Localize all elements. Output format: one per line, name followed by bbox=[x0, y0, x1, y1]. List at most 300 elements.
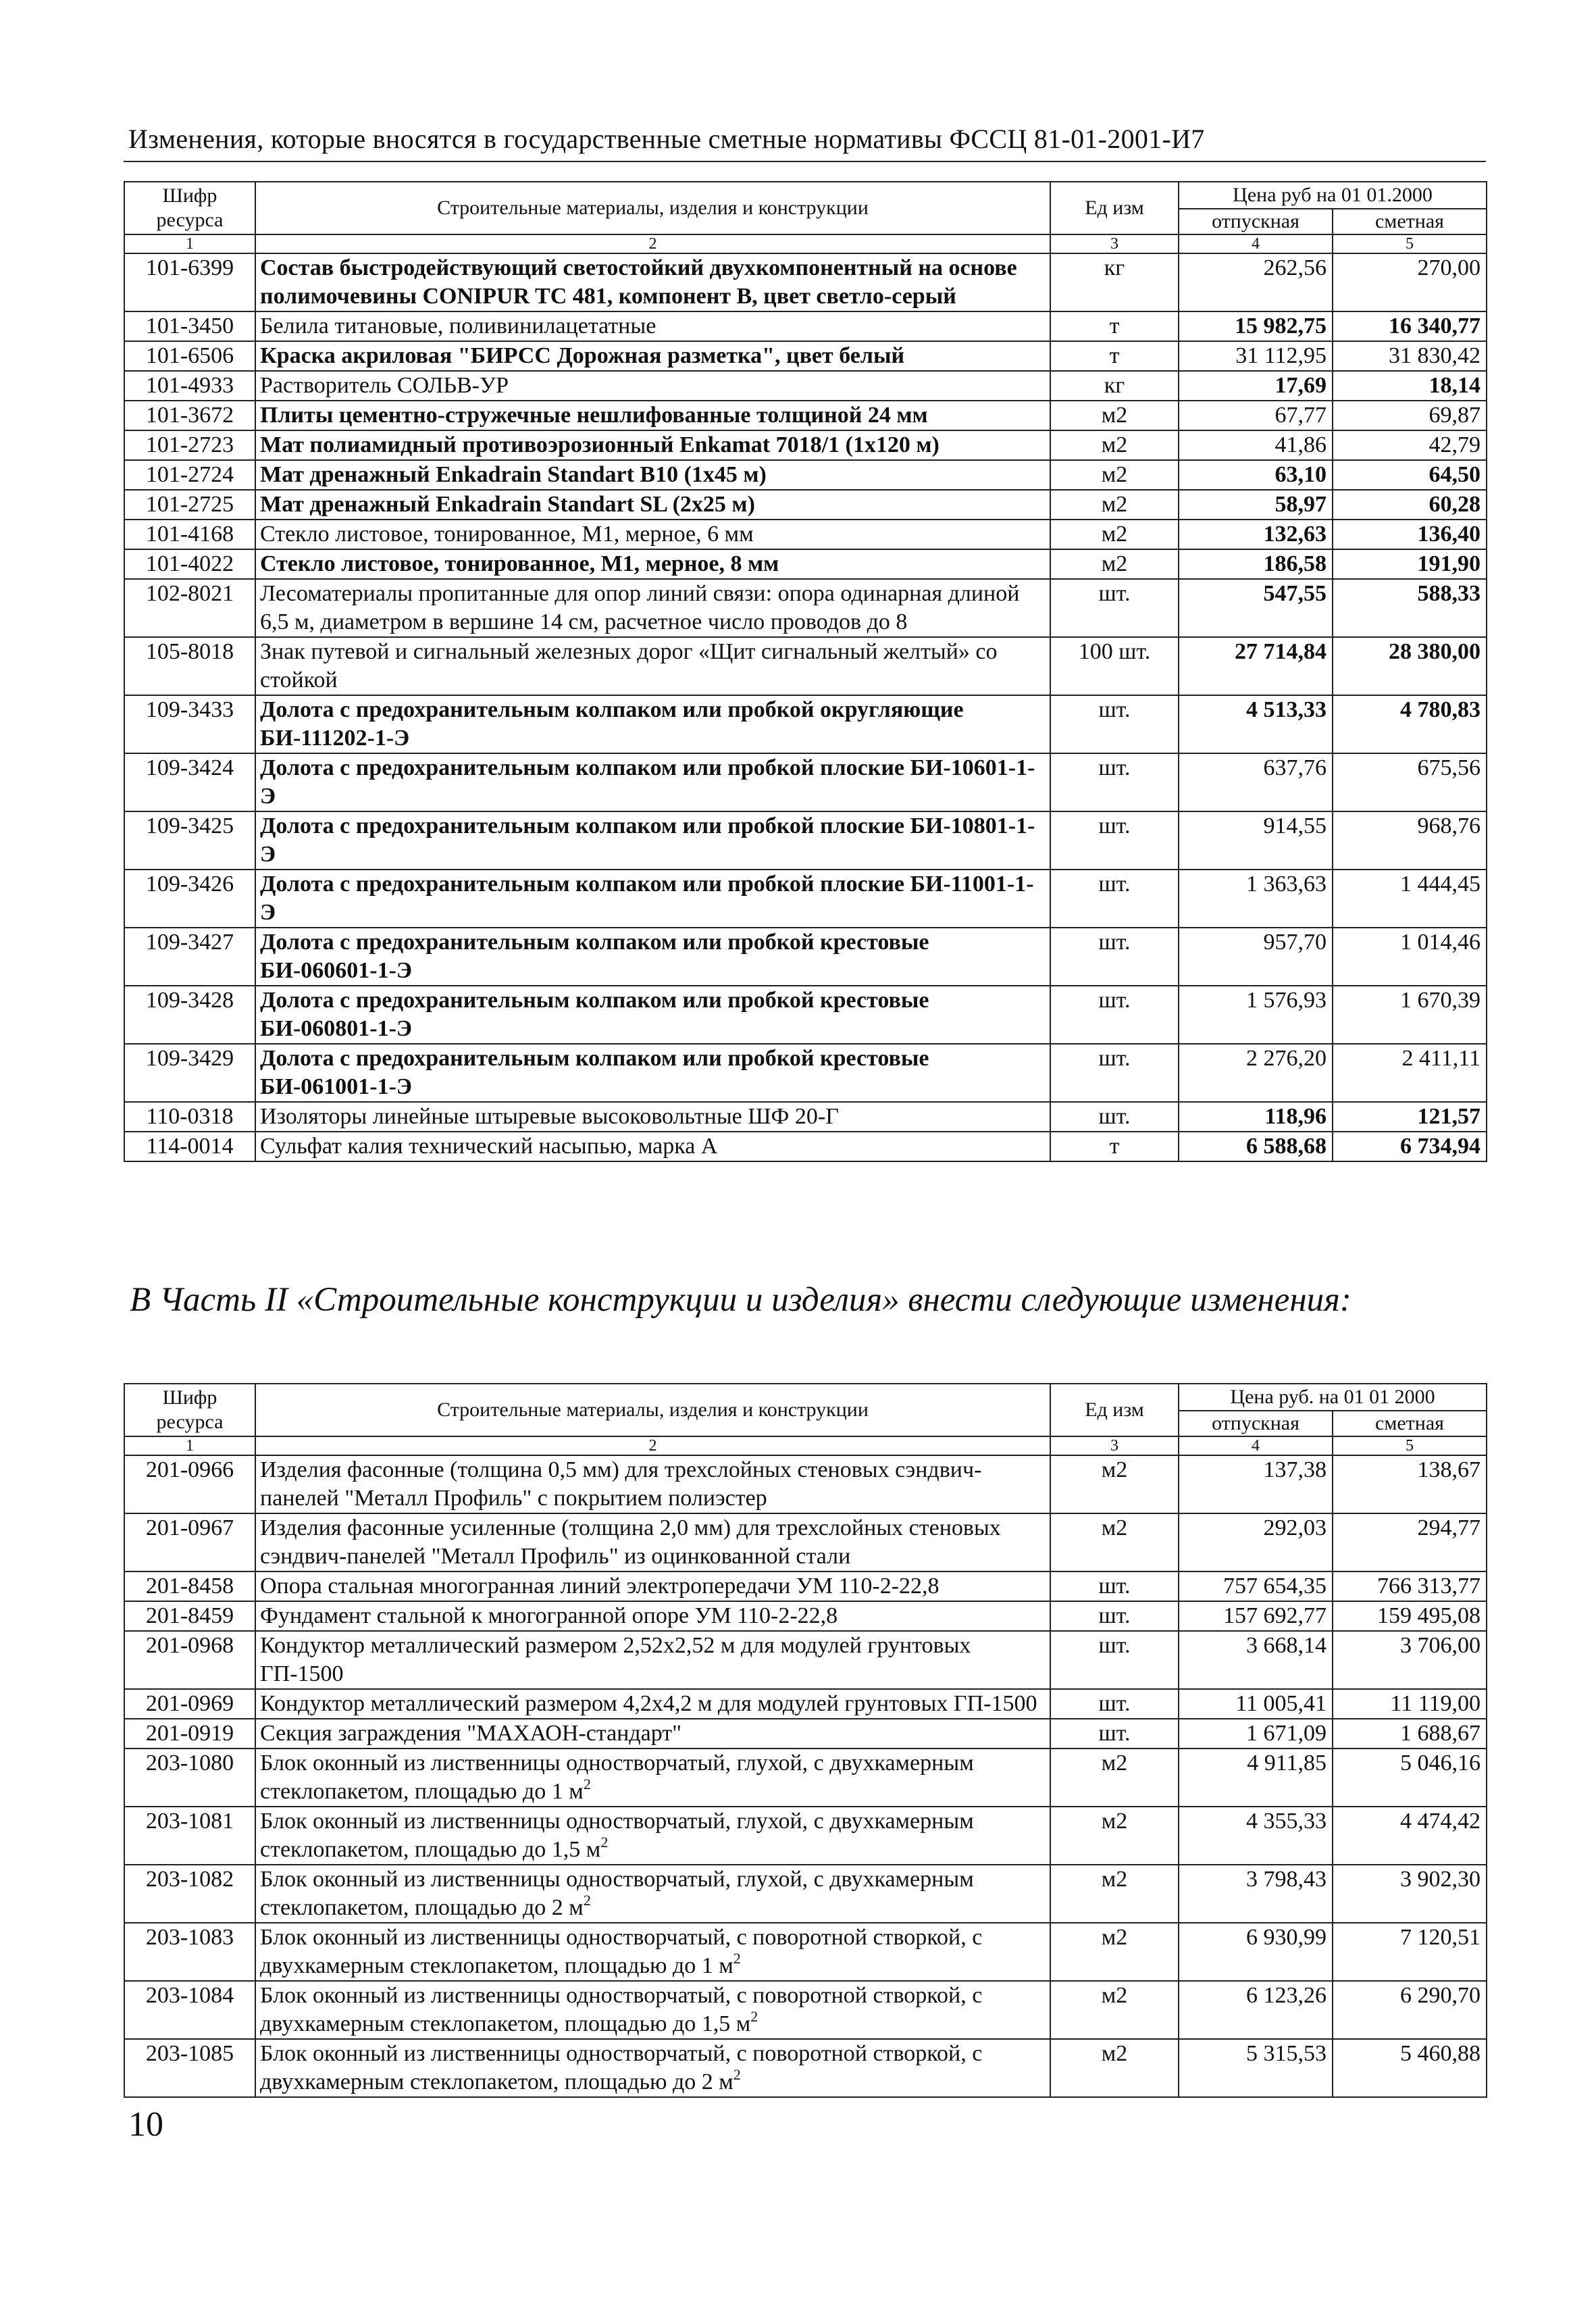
resource-name bbox=[255, 695, 1050, 753]
page-number: 10 bbox=[128, 2105, 163, 2144]
resource-name bbox=[255, 1631, 1050, 1689]
release-price-text: 757 654,35 bbox=[1223, 1574, 1327, 1599]
estimate-price bbox=[1333, 1981, 1487, 2039]
resource-name-text: Фундамент стальной к многогранной опоре УМ 110-2-22,8 bbox=[260, 1603, 838, 1628]
resource-code-text: 101-2724 bbox=[145, 462, 234, 487]
column-header-price: Цена руб. на 01 01 2000 bbox=[1179, 1384, 1487, 1411]
resource-name-text: Стекло листовое, тонированное, M1, мерное, 6 мм bbox=[260, 522, 754, 547]
table-row bbox=[124, 928, 1487, 986]
column-header-estimate-price: сметная bbox=[1333, 209, 1487, 234]
resource-code bbox=[124, 1132, 255, 1161]
estimate-price bbox=[1333, 928, 1487, 986]
resource-code bbox=[124, 1981, 255, 2039]
estimate-price bbox=[1333, 579, 1487, 637]
resource-name-text: Долота с предохранительным колпаком или пробкой округляющие БИ-111202-1-Э bbox=[260, 697, 964, 751]
table-row bbox=[124, 2039, 1487, 2097]
estimate-price-text: 136,40 bbox=[1417, 522, 1481, 547]
resource-name-text: Опора стальная многогранная линий электропередачи УМ 110-2-22,8 bbox=[260, 1574, 939, 1599]
superscript: 2 bbox=[750, 2008, 758, 2025]
release-price-text: 4 355,33 bbox=[1246, 1809, 1327, 1834]
unit-of-measure-text: шт. bbox=[1098, 1603, 1131, 1628]
column-header-price: Цена руб на 01 01.2000 bbox=[1179, 182, 1487, 209]
resource-code-text: 109-3427 bbox=[145, 930, 234, 955]
table-row bbox=[124, 1132, 1487, 1161]
superscript: 2 bbox=[583, 1776, 591, 1792]
estimate-price-text: 16 340,77 bbox=[1389, 313, 1481, 338]
release-price bbox=[1179, 579, 1333, 637]
release-price-text: 15 982,75 bbox=[1235, 313, 1327, 338]
column-number: 2 bbox=[255, 1436, 1050, 1455]
release-price bbox=[1179, 1601, 1333, 1631]
estimate-price bbox=[1333, 430, 1487, 460]
resource-name-text: Кондуктор металлический размером 2,52х2,52 м для модулей грунтовых ГП-1500 bbox=[260, 1633, 971, 1686]
table-row bbox=[124, 695, 1487, 753]
column-header-code: Шифр ресурса bbox=[124, 182, 255, 234]
resource-code-text: 101-3450 bbox=[145, 313, 234, 338]
estimate-price-text: 2 411,11 bbox=[1401, 1046, 1481, 1071]
unit-of-measure-text: 100 шт. bbox=[1078, 639, 1151, 664]
estimate-price-text: 60,28 bbox=[1428, 492, 1481, 517]
resource-code-text: 201-8458 bbox=[145, 1574, 234, 1599]
resource-name bbox=[255, 253, 1050, 311]
resource-name-text: Состав быстродействующий светостойкий двухкомпонентный на основе полимочевины CONIPUR TC 481, компонент B, цвет светло-серый bbox=[260, 255, 1017, 309]
resource-code bbox=[124, 253, 255, 311]
release-price bbox=[1179, 1102, 1333, 1132]
resource-code bbox=[124, 870, 255, 928]
resource-name bbox=[255, 549, 1050, 579]
superscript: 2 bbox=[733, 1950, 741, 1967]
unit-of-measure bbox=[1050, 1631, 1179, 1689]
resource-code bbox=[124, 1719, 255, 1749]
release-price-text: 3 798,43 bbox=[1246, 1867, 1327, 1892]
resource-name bbox=[255, 371, 1050, 401]
table-row bbox=[124, 986, 1487, 1044]
unit-of-measure bbox=[1050, 1455, 1179, 1513]
table-row bbox=[124, 579, 1487, 637]
unit-of-measure bbox=[1050, 1132, 1179, 1161]
estimate-price-text: 294,77 bbox=[1417, 1515, 1481, 1540]
estimate-price bbox=[1333, 1102, 1487, 1132]
column-number: 5 bbox=[1333, 234, 1487, 253]
release-price bbox=[1179, 490, 1333, 520]
unit-of-measure-text: шт. bbox=[1098, 872, 1131, 897]
table-row bbox=[124, 371, 1487, 401]
resource-name-text: Блок оконный из лиственницы одностворчатый, с поворотной створкой, с двухкамерным стеклопакетом, площадью до 1 м bbox=[260, 1925, 983, 1978]
resource-code bbox=[124, 430, 255, 460]
estimate-price-text: 159 495,08 bbox=[1377, 1603, 1481, 1628]
resource-code-text: 203-1081 bbox=[145, 1809, 234, 1834]
resource-name-text: Мат дренажный Enkadrain Standart B10 (1х45 м) bbox=[260, 462, 767, 487]
estimate-price-text: 3 706,00 bbox=[1400, 1633, 1481, 1658]
release-price bbox=[1179, 1865, 1333, 1923]
superscript: 2 bbox=[583, 1892, 591, 1909]
release-price bbox=[1179, 2039, 1333, 2097]
release-price-text: 547,55 bbox=[1263, 581, 1327, 606]
estimate-price bbox=[1333, 2039, 1487, 2097]
unit-of-measure bbox=[1050, 2039, 1179, 2097]
superscript: 2 bbox=[600, 1834, 609, 1851]
unit-of-measure bbox=[1050, 1044, 1179, 1102]
estimate-price-text: 121,57 bbox=[1417, 1104, 1481, 1129]
unit-of-measure bbox=[1050, 1601, 1179, 1631]
estimate-price-text: 191,90 bbox=[1417, 551, 1481, 576]
unit-of-measure-text: м2 bbox=[1101, 492, 1128, 517]
unit-of-measure-text: кг bbox=[1104, 255, 1125, 280]
release-price-text: 27 714,84 bbox=[1235, 639, 1327, 664]
estimate-price bbox=[1333, 637, 1487, 695]
resource-name-text: Блок оконный из лиственницы одностворчатый, с поворотной створкой, с двухкамерным стеклопакетом, площадью до 1,5 м bbox=[260, 1983, 983, 2036]
release-price bbox=[1179, 549, 1333, 579]
estimate-price-text: 31 830,42 bbox=[1389, 343, 1481, 368]
table-row bbox=[124, 430, 1487, 460]
release-price bbox=[1179, 460, 1333, 490]
resource-name-text: Изделия фасонные (толщина 0,5 мм) для трехслойных стеновых сэндвич-панелей "Металл Профиль" с покрытием полиэстер bbox=[260, 1457, 982, 1511]
resource-code bbox=[124, 811, 255, 870]
estimate-price-text: 138,67 bbox=[1417, 1457, 1481, 1482]
unit-of-measure-text: т bbox=[1109, 1134, 1120, 1159]
unit-of-measure-text: м2 bbox=[1101, 1867, 1128, 1892]
resource-code bbox=[124, 460, 255, 490]
resource-name bbox=[255, 1865, 1050, 1923]
resource-code-text: 110-0318 bbox=[146, 1104, 234, 1129]
release-price-text: 4 911,85 bbox=[1247, 1751, 1327, 1776]
resource-code bbox=[124, 1689, 255, 1719]
resource-name-text: Блок оконный из лиственницы одностворчатый, глухой, с двухкамерным стеклопакетом, площадью до 1 м bbox=[260, 1751, 974, 1804]
release-price-text: 6 588,68 bbox=[1246, 1134, 1327, 1159]
resource-code-text: 203-1085 bbox=[145, 2041, 234, 2066]
resource-name bbox=[255, 1807, 1050, 1865]
resource-code-text: 203-1080 bbox=[145, 1751, 234, 1776]
estimate-price-text: 766 313,77 bbox=[1377, 1574, 1481, 1599]
column-number: 3 bbox=[1050, 1436, 1179, 1455]
unit-of-measure bbox=[1050, 1749, 1179, 1807]
table-row bbox=[124, 1044, 1487, 1102]
unit-of-measure-text: шт. bbox=[1098, 697, 1131, 722]
resource-name-text: Блок оконный из лиственницы одностворчатый, глухой, с двухкамерным стеклопакетом, площадью до 2 м bbox=[260, 1867, 974, 1920]
resource-name-text: Долота с предохранительным колпаком или пробкой крестовые БИ-060801-1-Э bbox=[260, 988, 929, 1041]
unit-of-measure-text: шт. bbox=[1098, 930, 1131, 955]
estimate-price-text: 5 046,16 bbox=[1400, 1751, 1481, 1776]
unit-of-measure bbox=[1050, 753, 1179, 811]
release-price bbox=[1179, 1571, 1333, 1601]
resource-code-text: 101-3672 bbox=[145, 403, 234, 428]
resource-name bbox=[255, 579, 1050, 637]
table-row bbox=[124, 1719, 1487, 1749]
release-price bbox=[1179, 1513, 1333, 1571]
resource-code-text: 201-0967 bbox=[145, 1515, 234, 1540]
unit-of-measure bbox=[1050, 870, 1179, 928]
resource-code-text: 201-0968 bbox=[145, 1633, 234, 1658]
resource-name-text: Блок оконный из лиственницы одностворчатый, глухой, с двухкамерным стеклопакетом, площадью до 1,5 м bbox=[260, 1809, 974, 1862]
release-price-text: 137,38 bbox=[1263, 1457, 1327, 1482]
estimate-price bbox=[1333, 341, 1487, 371]
estimate-price-text: 675,56 bbox=[1417, 755, 1481, 780]
resource-code bbox=[124, 371, 255, 401]
resource-code bbox=[124, 579, 255, 637]
estimate-price-text: 28 380,00 bbox=[1389, 639, 1481, 664]
resource-code bbox=[124, 1513, 255, 1571]
estimate-price bbox=[1333, 1571, 1487, 1601]
unit-of-measure bbox=[1050, 1981, 1179, 2039]
resource-name bbox=[255, 1981, 1050, 2039]
release-price-text: 63,10 bbox=[1275, 462, 1327, 487]
resource-name bbox=[255, 986, 1050, 1044]
resource-name-text: Блок оконный из лиственницы одностворчатый, с поворотной створкой, с двухкамерным стеклопакетом, площадью до 2 м bbox=[260, 2041, 983, 2094]
estimate-price-text: 270,00 bbox=[1417, 255, 1481, 280]
release-price bbox=[1179, 1631, 1333, 1689]
resource-code-text: 105-8018 bbox=[145, 639, 234, 664]
table-row bbox=[124, 1981, 1487, 2039]
estimate-price bbox=[1333, 1631, 1487, 1689]
estimate-price bbox=[1333, 1923, 1487, 1981]
resource-code bbox=[124, 401, 255, 430]
resource-code bbox=[124, 341, 255, 371]
resource-name-text: Долота с предохранительным колпаком или пробкой крестовые БИ-060601-1-Э bbox=[260, 930, 929, 983]
unit-of-measure bbox=[1050, 549, 1179, 579]
resource-code bbox=[124, 1631, 255, 1689]
table-row bbox=[124, 1689, 1487, 1719]
table-row bbox=[124, 1513, 1487, 1571]
resource-code-text: 101-2725 bbox=[145, 492, 234, 517]
resource-code-text: 201-0969 bbox=[145, 1691, 234, 1716]
resource-code-text: 109-3428 bbox=[145, 988, 234, 1013]
unit-of-measure bbox=[1050, 341, 1179, 371]
unit-of-measure-text: м2 bbox=[1101, 551, 1128, 576]
unit-of-measure-text: м2 bbox=[1101, 2041, 1128, 2066]
resource-name-text: Сульфат калия технический насыпью, марка А bbox=[260, 1134, 718, 1159]
table-row bbox=[124, 1865, 1487, 1923]
unit-of-measure-text: м2 bbox=[1101, 1983, 1128, 2008]
release-price bbox=[1179, 253, 1333, 311]
resource-code-text: 109-3425 bbox=[145, 813, 234, 838]
resource-code-text: 101-6399 bbox=[145, 255, 234, 280]
estimate-price bbox=[1333, 311, 1487, 341]
resource-name bbox=[255, 401, 1050, 430]
estimate-price-text: 42,79 bbox=[1428, 432, 1481, 457]
resource-name-text: Мат дренажный Enkadrain Standart SL (2х25 м) bbox=[260, 492, 755, 517]
unit-of-measure-text: м2 bbox=[1101, 403, 1128, 428]
resource-code-text: 201-0919 bbox=[145, 1721, 234, 1746]
resource-code bbox=[124, 549, 255, 579]
resource-code-text: 201-0966 bbox=[145, 1457, 234, 1482]
resource-code bbox=[124, 986, 255, 1044]
unit-of-measure-text: шт. bbox=[1098, 1574, 1131, 1599]
estimate-price bbox=[1333, 811, 1487, 870]
release-price-text: 5 315,53 bbox=[1246, 2041, 1327, 2066]
release-price-text: 3 668,14 bbox=[1246, 1633, 1327, 1658]
release-price-text: 637,76 bbox=[1263, 755, 1327, 780]
release-price bbox=[1179, 753, 1333, 811]
estimate-price-text: 5 460,88 bbox=[1400, 2041, 1481, 2066]
section-heading: В Часть II «Строительные конструкции и изделия» внести следующие изменения: bbox=[130, 1281, 1352, 1319]
resource-name-text: Мат полиамидный противоэрозионный Enkamat 7018/1 (1х120 м) bbox=[260, 432, 939, 457]
resource-name bbox=[255, 2039, 1050, 2097]
release-price-text: 6 930,99 bbox=[1246, 1925, 1327, 1950]
column-header-estimate-price: сметная bbox=[1333, 1411, 1487, 1436]
unit-of-measure bbox=[1050, 1807, 1179, 1865]
resource-code bbox=[124, 1044, 255, 1102]
table-row bbox=[124, 549, 1487, 579]
estimate-price bbox=[1333, 1865, 1487, 1923]
release-price-text: 186,58 bbox=[1263, 551, 1327, 576]
resource-code bbox=[124, 753, 255, 811]
resource-price-table-part1 bbox=[124, 181, 1487, 1162]
table-row bbox=[124, 490, 1487, 520]
unit-of-measure bbox=[1050, 1719, 1179, 1749]
release-price bbox=[1179, 401, 1333, 430]
release-price bbox=[1179, 371, 1333, 401]
resource-name bbox=[255, 460, 1050, 490]
release-price bbox=[1179, 1807, 1333, 1865]
column-number: 5 bbox=[1333, 1436, 1487, 1455]
unit-of-measure-text: м2 bbox=[1101, 522, 1128, 547]
resource-code-text: 109-3433 bbox=[145, 697, 234, 722]
release-price-text: 4 513,33 bbox=[1246, 697, 1327, 722]
unit-of-measure bbox=[1050, 695, 1179, 753]
release-price bbox=[1179, 695, 1333, 753]
resource-name-text: Растворитель СОЛЬВ-УР bbox=[260, 373, 509, 398]
release-price-text: 132,63 bbox=[1263, 522, 1327, 547]
release-price bbox=[1179, 870, 1333, 928]
table-row bbox=[124, 811, 1487, 870]
unit-of-measure-text: м2 bbox=[1101, 432, 1128, 457]
unit-of-measure-text: т bbox=[1109, 313, 1120, 338]
estimate-price bbox=[1333, 870, 1487, 928]
table-row bbox=[124, 341, 1487, 371]
resource-name bbox=[255, 1513, 1050, 1571]
column-header-unit: Ед изм bbox=[1050, 182, 1179, 234]
table-row bbox=[124, 753, 1487, 811]
estimate-price bbox=[1333, 986, 1487, 1044]
column-header-name: Строительные материалы, изделия и конструкции bbox=[255, 1384, 1050, 1436]
unit-of-measure bbox=[1050, 1923, 1179, 1981]
estimate-price-text: 4 474,42 bbox=[1400, 1809, 1481, 1834]
unit-of-measure-text: м2 bbox=[1101, 1457, 1128, 1482]
resource-name bbox=[255, 1749, 1050, 1807]
estimate-price bbox=[1333, 1044, 1487, 1102]
unit-of-measure-text: т bbox=[1109, 343, 1120, 368]
resource-code bbox=[124, 695, 255, 753]
estimate-price-text: 3 902,30 bbox=[1400, 1867, 1481, 1892]
estimate-price bbox=[1333, 490, 1487, 520]
unit-of-measure-text: м2 bbox=[1101, 1809, 1128, 1834]
resource-name-text: Долота с предохранительным колпаком или пробкой плоские БИ-10601-1-Э bbox=[260, 755, 1035, 809]
estimate-price bbox=[1333, 401, 1487, 430]
resource-code-text: 101-4022 bbox=[145, 551, 234, 576]
resource-code bbox=[124, 1571, 255, 1601]
release-price bbox=[1179, 430, 1333, 460]
resource-code-text: 109-3426 bbox=[145, 872, 234, 897]
release-price bbox=[1179, 341, 1333, 371]
estimate-price-text: 64,50 bbox=[1428, 462, 1481, 487]
release-price-text: 262,56 bbox=[1263, 255, 1327, 280]
release-price bbox=[1179, 1455, 1333, 1513]
unit-of-measure-text: шт. bbox=[1098, 988, 1131, 1013]
release-price bbox=[1179, 520, 1333, 549]
estimate-price bbox=[1333, 695, 1487, 753]
resource-code-text: 101-2723 bbox=[145, 432, 234, 457]
resource-name bbox=[255, 753, 1050, 811]
resource-name-text: Долота с предохранительным колпаком или пробкой плоские БИ-10801-1-Э bbox=[260, 813, 1035, 867]
resource-name bbox=[255, 1719, 1050, 1749]
estimate-price bbox=[1333, 253, 1487, 311]
resource-code bbox=[124, 311, 255, 341]
unit-of-measure-text: шт. bbox=[1098, 1721, 1131, 1746]
resource-code-text: 102-8021 bbox=[145, 581, 234, 606]
resource-name bbox=[255, 430, 1050, 460]
unit-of-measure-text: м2 bbox=[1101, 1925, 1128, 1950]
resource-name bbox=[255, 1455, 1050, 1513]
unit-of-measure bbox=[1050, 1513, 1179, 1571]
resource-name-text: Краска акриловая "БИРСС Дорожная разметка", цвет белый bbox=[260, 343, 905, 368]
release-price bbox=[1179, 637, 1333, 695]
table-row bbox=[124, 1807, 1487, 1865]
release-price bbox=[1179, 1981, 1333, 2039]
unit-of-measure bbox=[1050, 1689, 1179, 1719]
release-price-text: 58,97 bbox=[1275, 492, 1327, 517]
estimate-price bbox=[1333, 1689, 1487, 1719]
resource-code-text: 203-1082 bbox=[145, 1867, 234, 1892]
estimate-price bbox=[1333, 1455, 1487, 1513]
resource-name bbox=[255, 1923, 1050, 1981]
release-price-text: 6 123,26 bbox=[1246, 1983, 1327, 2008]
unit-of-measure bbox=[1050, 1102, 1179, 1132]
column-number: 1 bbox=[124, 1436, 255, 1455]
column-number: 3 bbox=[1050, 234, 1179, 253]
resource-name bbox=[255, 311, 1050, 341]
header-divider bbox=[124, 161, 1486, 162]
resource-code bbox=[124, 1455, 255, 1513]
resource-code bbox=[124, 2039, 255, 2097]
resource-code-text: 203-1083 bbox=[145, 1925, 234, 1950]
estimate-price-text: 4 780,83 bbox=[1400, 697, 1481, 722]
resource-code bbox=[124, 1601, 255, 1631]
release-price bbox=[1179, 311, 1333, 341]
table-row bbox=[124, 1749, 1487, 1807]
resource-name bbox=[255, 1601, 1050, 1631]
resource-code bbox=[124, 1749, 255, 1807]
resource-name-text: Изоляторы линейные штыревые высоковольтные ШФ 20-Г bbox=[260, 1104, 839, 1129]
resource-code-text: 114-0014 bbox=[146, 1134, 234, 1159]
resource-code bbox=[124, 1102, 255, 1132]
estimate-price bbox=[1333, 520, 1487, 549]
table-row bbox=[124, 1601, 1487, 1631]
table-row bbox=[124, 870, 1487, 928]
table-row bbox=[124, 637, 1487, 695]
resource-name bbox=[255, 341, 1050, 371]
release-price-text: 914,55 bbox=[1263, 813, 1327, 838]
table-row bbox=[124, 460, 1487, 490]
unit-of-measure bbox=[1050, 1865, 1179, 1923]
resource-name-text: Лесоматериалы пропитанные для опор линий связи: опора одинарная длиной 6,5 м, диаметром в вершине 14 см, расчетное число проводов до 8 bbox=[260, 581, 1020, 634]
release-price bbox=[1179, 1132, 1333, 1161]
release-price bbox=[1179, 811, 1333, 870]
estimate-price-text: 11 119,00 bbox=[1390, 1691, 1481, 1716]
release-price-text: 11 005,41 bbox=[1235, 1691, 1327, 1716]
release-price-text: 67,77 bbox=[1275, 403, 1327, 428]
resource-name-text: Плиты цементно-стружечные нешлифованные толщиной 24 мм bbox=[260, 403, 928, 428]
unit-of-measure bbox=[1050, 928, 1179, 986]
release-price bbox=[1179, 1719, 1333, 1749]
release-price-text: 292,03 bbox=[1263, 1515, 1327, 1540]
estimate-price bbox=[1333, 460, 1487, 490]
release-price-text: 2 276,20 bbox=[1246, 1046, 1327, 1071]
estimate-price bbox=[1333, 1719, 1487, 1749]
resource-name bbox=[255, 811, 1050, 870]
page-header: Изменения, которые вносятся в государственные сметные нормативы ФССЦ 81-01-2001-И7 bbox=[128, 124, 1205, 154]
resource-price-table-part2 bbox=[124, 1383, 1487, 2098]
unit-of-measure bbox=[1050, 460, 1179, 490]
